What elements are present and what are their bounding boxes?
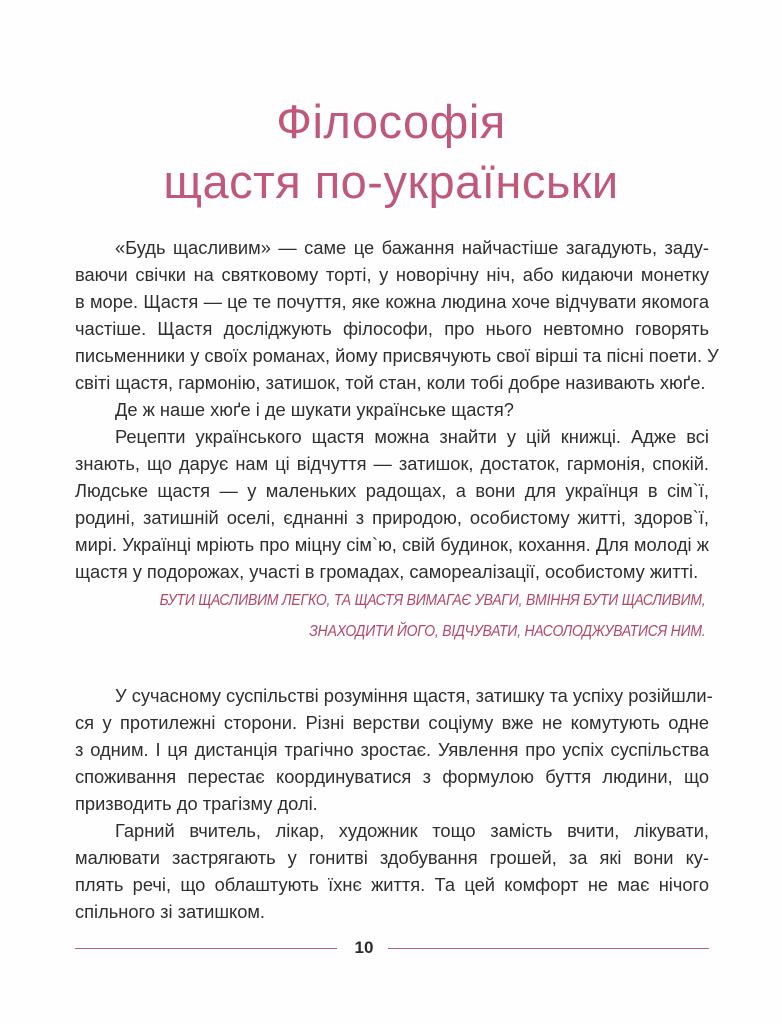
text-line: «Будь щасливим» — саме це бажання найчастіше загадують, заду-: [115, 237, 709, 258]
text-line: Гарний вчитель, лікар, художник тощо замість вчити, лікувати,: [115, 820, 709, 841]
text-line: щастя у подорожах, участі в громадах, самореалізації, особистому житті.: [75, 561, 699, 582]
page-footer: [75, 938, 709, 958]
text-line: родині, затишній оселі, єднанні з природою, особистому житті, здоров`ї,: [75, 507, 709, 528]
text-line: споживання перестає координуватися з формулою буття людини, що: [75, 766, 709, 787]
body-text-block-1: [75, 234, 719, 585]
paragraph: [75, 423, 709, 585]
text-line: мирі. Українці мріють про міцну сім`ю, свій будинок, кохання. Для молоді ж: [75, 534, 709, 555]
footer-rule-right: [388, 948, 709, 949]
pull-quote: [160, 585, 706, 647]
paragraph: [75, 234, 719, 396]
text-line: ся у протилежні сторони. Різні верстви соціуму вже не комутують одне: [75, 712, 709, 733]
footer-rule-left: [75, 948, 337, 949]
text-line: У сучасному суспільстві розуміння щастя, затишку та успіху розійшли-: [115, 685, 713, 706]
text-line: Рецепти українського щастя можна знайти у цій книжці. Адже всі: [115, 426, 709, 447]
chapter-title: [0, 92, 782, 212]
paragraph: [75, 817, 709, 925]
text-line: ваючи свічки на святковому торті, у новорічну ніч, або кидаючи монетку: [75, 264, 709, 285]
text-line: частіше. Щастя досліджують філософи, про нього невтомно говорять: [75, 318, 709, 339]
chapter-title-line-1: Філософія: [276, 95, 506, 148]
paragraph: [75, 682, 713, 817]
body-text-block-2: [75, 682, 713, 925]
pull-quote-line-2: ЗНАХОДИТИ ЙОГО, ВІДЧУВАТИ, НАСОЛОДЖУВАТИСЯ НИМ.: [309, 623, 706, 640]
text-line: письменники у своїх романах, йому присвячують свої вірші та пісні поети. У: [75, 345, 719, 366]
chapter-title-line-2: щастя по-українськи: [163, 155, 619, 208]
page-number: 10: [354, 938, 374, 957]
pull-quote-line-1: БУТИ ЩАСЛИВИМ ЛЕГКО, ТА ЩАСТЯ ВИМАГАЄ УВАГИ, ВМІННЯ БУТИ ЩАСЛИВИМ,: [160, 592, 706, 609]
text-line: в море. Щастя — це те почуття, яке кожна людина хоче відчувати якомога: [75, 291, 709, 312]
text-line: Де ж наше хюґе і де шукати українське щастя?: [115, 399, 514, 420]
text-line: Людське щастя — у маленьких радощах, а вони для українця в сім`ї,: [75, 480, 709, 501]
text-line: плять речі, що облаштують їхнє життя. Та цей комфорт не має нічого: [75, 874, 709, 895]
text-line: з одним. І ця дистанція трагічно зростає. Уявлення про успіх суспільства: [75, 739, 709, 760]
text-line: спільного зі затишком.: [75, 901, 266, 922]
paragraph: [75, 396, 709, 423]
text-line: призводить до трагізму долі.: [75, 793, 318, 814]
text-line: знають, що дарує нам ці відчуття — затишок, достаток, гармонія, спокій.: [75, 453, 709, 474]
text-line: світі щастя, гармонію, затишок, той стан, коли тобі добре називають хюґе.: [75, 372, 706, 393]
text-line: малювати застрягають у гонитві здобування грошей, за які вони ку-: [75, 847, 709, 868]
